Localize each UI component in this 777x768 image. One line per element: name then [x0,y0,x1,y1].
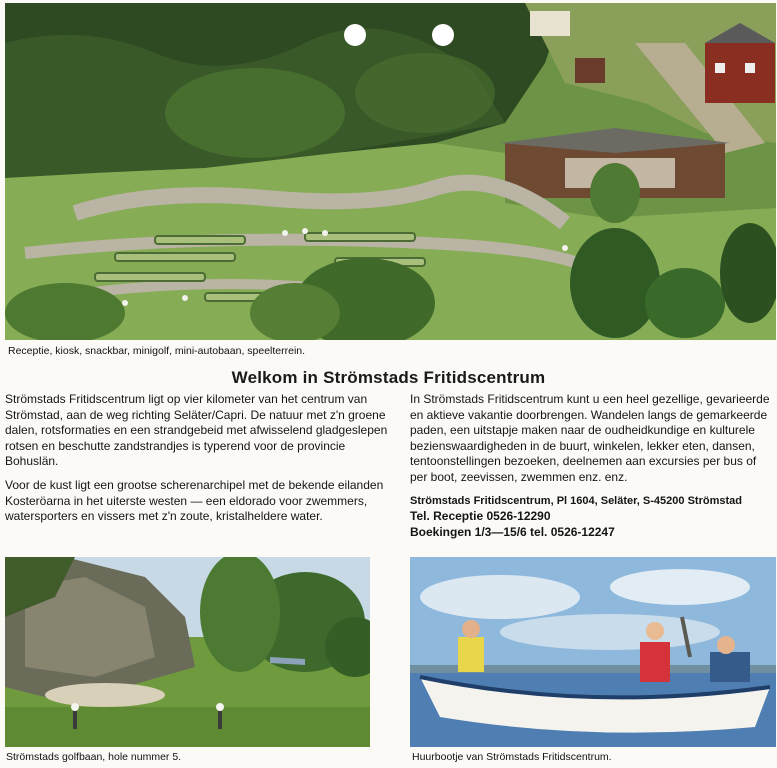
contact-booking-phone: Boekingen 1/3—15/6 tel. 0526-12247 [410,524,615,539]
intro-paragraph: Strömstads Fritidscentrum ligt op vier kilometer van het centrum van Strömstad, aan de weg richting Seläter/Capri. De natuur met z'n groene dalen, rotsformaties en een strandgebeid met afwisselend gladgeslepen rotsen en beschutte zandstrandjes is typerend voor de provincie Bohuslän. [5,392,388,469]
boat-photo-caption: Huurbootje van Strömstads Fritidscentrum. [412,751,612,763]
coast-paragraph: Voor de kust ligt een grootse scherenarchipel met de bekende eilanden Kosteröarna in het uiterste westen — een eldorado voor zwemmers, watersporters en vissers met z'n zoute, kristalheldere water. [5,477,384,524]
page-title: Welkom in Strömstads Fritidscentrum [231,368,546,387]
top-photo-caption: Receptie, kiosk, snackbar, minigolf, mini-autobaan, speelterrein. [8,345,306,357]
left-column [5,392,389,533]
golf-photo-caption: Strömstads golfbaan, hole nummer 5. [6,751,182,763]
golf-course-photo [5,557,370,747]
contact-reception-phone: Tel. Receptie 0526-12290 [410,509,551,524]
contact-address: Strömstads Fritidscentrum, Pl 1604, Seläter, S-45200 Strömstad [410,494,742,507]
campground-photo [5,3,776,340]
activities-paragraph: In Strömstads Fritidscentrum kunt u een heel gezellige, gevarieerde en aktieve vakantie doorbrengen. Wandelen langs de gemarkeerde paden, een uitstapje maken naar de oudheidkundige en kulturele bezienswaardigheden in de buurt, winkelen, lekker eten, dansen, tentoonstellingen bezoeken, deelnemen aan excursies per bus of per boot, zeevissen, zwemmen enz. enz. [410,392,770,484]
rowboat-photo [410,557,776,747]
right-column [410,392,775,540]
